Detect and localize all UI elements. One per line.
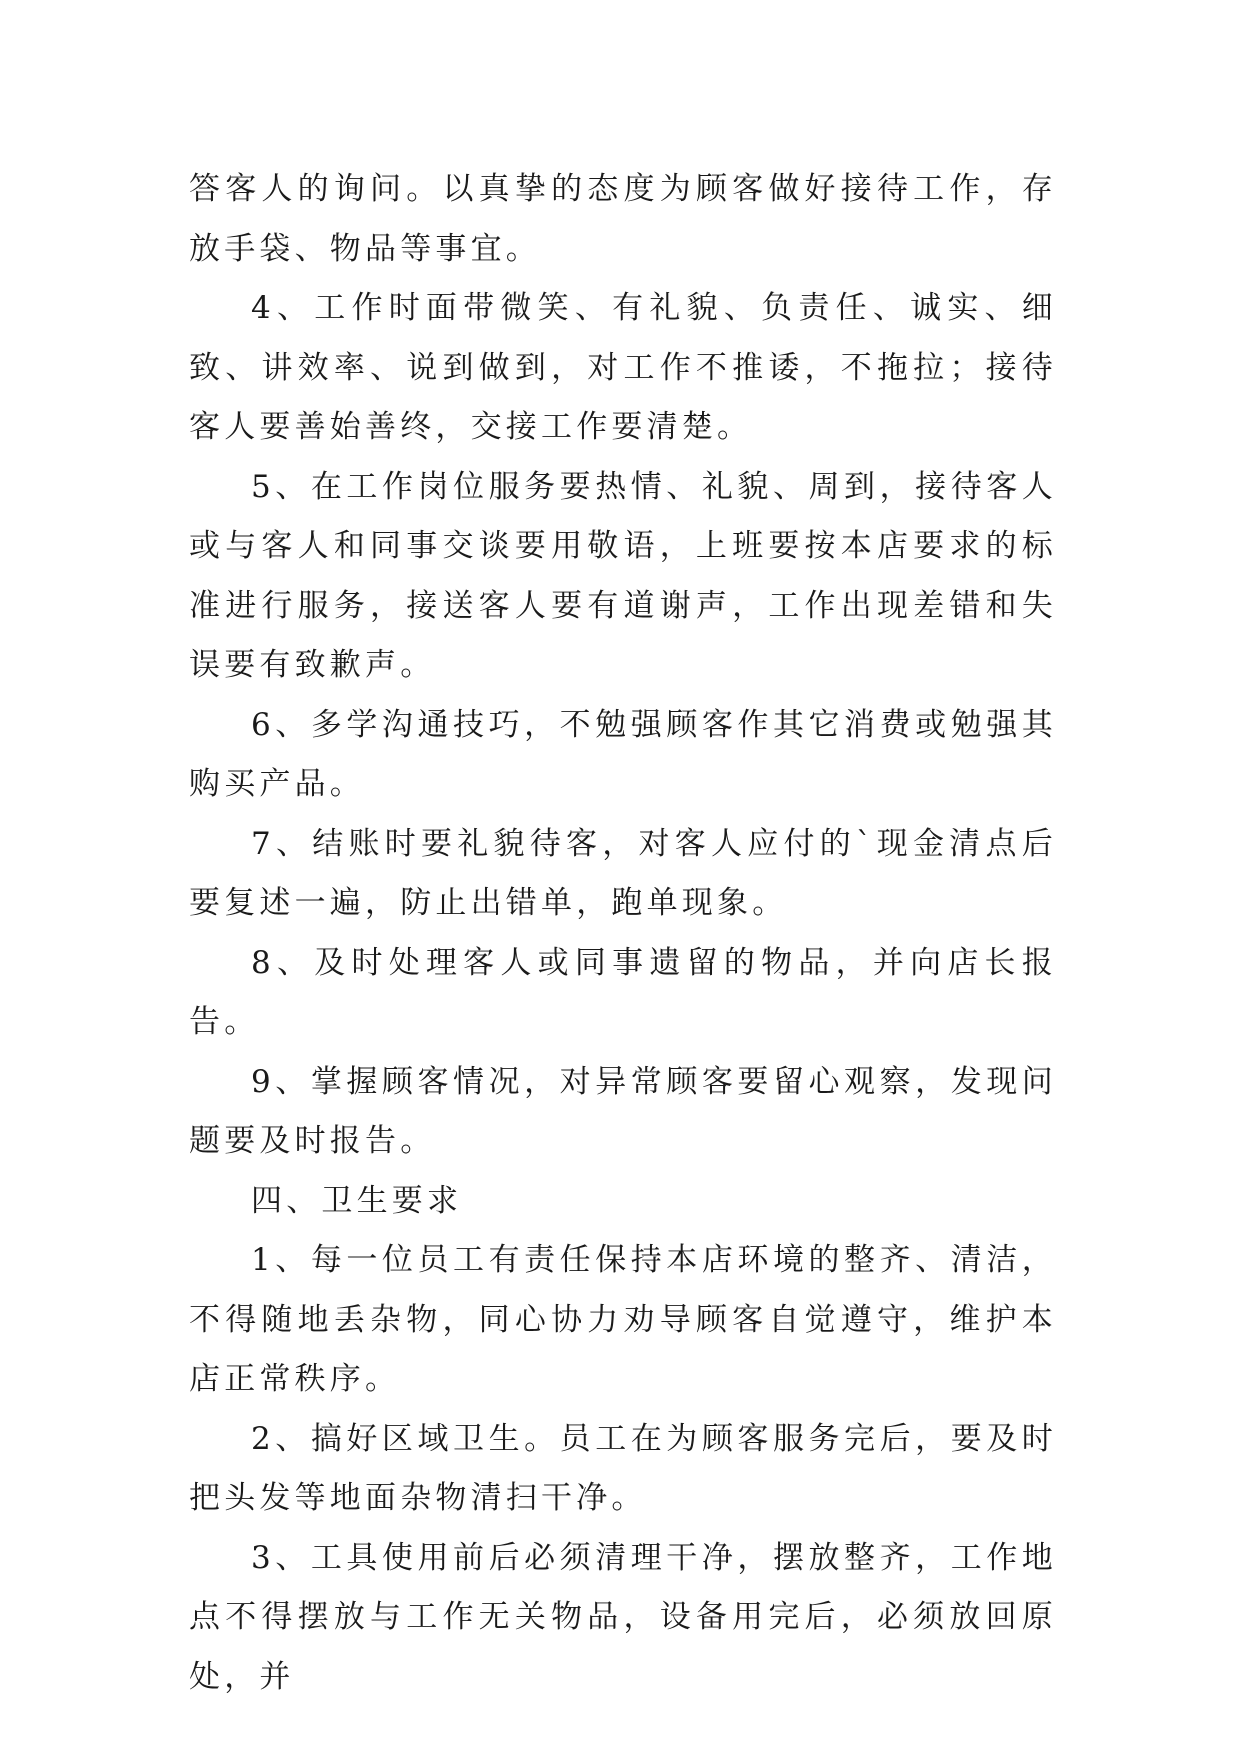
paragraph-item-7: 7、结账时要礼貌待客，对客人应付的`现金清点后要复述一遍，防止出错单，跑单现象。 xyxy=(189,825,1057,921)
paragraph-hygiene-3: 3、工具使用前后必须清理干净，摆放整齐，工作地点不得摆放与工作无关物品，设备用完后，必须放回原处，并 xyxy=(189,1539,1057,1695)
paragraph-item-9: 9、掌握顾客情况，对异常顾客要留心观察，发现问题要及时报告。 xyxy=(189,1063,1057,1159)
paragraph-hygiene-2: 2、搞好区域卫生。员工在为顾客服务完后，要及时把头发等地面杂物清扫干净。 xyxy=(189,1420,1057,1516)
paragraph-hygiene-1: 1、每一位员工有责任保持本店环境的整齐、清洁，不得随地丢杂物，同心协力劝导顾客自觉遵守，维护本店正常秩序。 xyxy=(189,1242,1057,1397)
paragraph-item-4: 4、工作时面带微笑、有礼貌、负责任、诚实、细致、讲效率、说到做到，对工作不推诿，不拖拉；接待客人要善始善终，交接工作要清楚。 xyxy=(189,290,1057,445)
paragraph-continuation: 答客人的询问。以真挚的态度为顾客做好接待工作，存放手袋、物品等事宜。 xyxy=(189,171,1057,267)
section-heading-hygiene: 四、卫生要求 xyxy=(251,1182,463,1219)
paragraph-item-6: 6、多学沟通技巧，不勉强顾客作其它消费或勉强其购买产品。 xyxy=(189,706,1057,802)
document-body xyxy=(189,160,1057,1707)
paragraph-item-8: 8、及时处理客人或同事遗留的物品，并向店长报告。 xyxy=(189,944,1057,1040)
paragraph-item-5: 5、在工作岗位服务要热情、礼貌、周到，接待客人或与客人和同事交谈要用敬语，上班要按本店要求的标准进行服务，接送客人要有道谢声，工作出现差错和失误要有致歉声。 xyxy=(189,468,1057,683)
